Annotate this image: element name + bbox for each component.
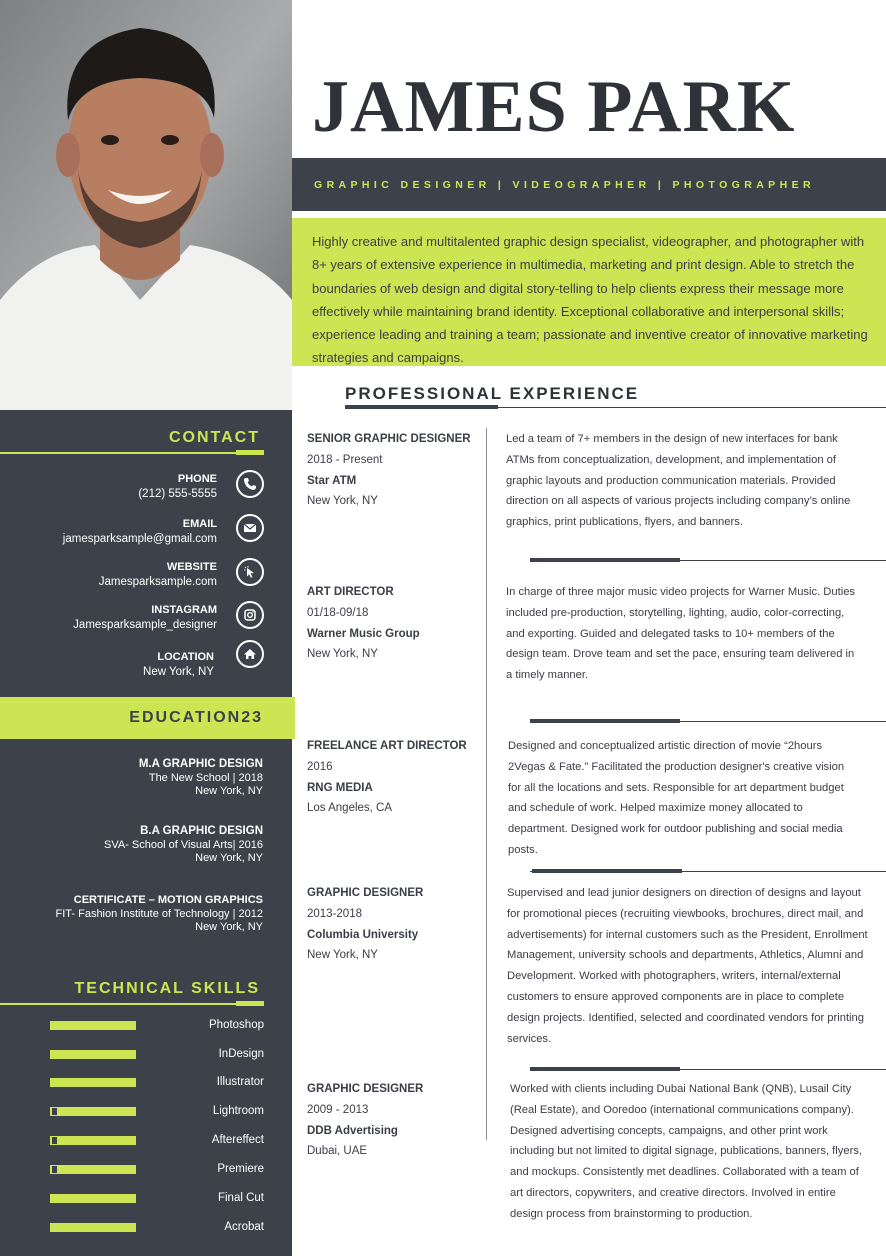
skill-row xyxy=(0,1134,292,1148)
portrait-illustration xyxy=(0,0,292,410)
job-meta xyxy=(307,883,482,966)
profile-photo xyxy=(0,0,292,410)
job-meta xyxy=(307,582,482,665)
experience-title: PROFESSIONAL EXPERIENCE xyxy=(345,384,640,403)
education-item xyxy=(139,758,263,799)
contact-instagram-label: INSTAGRAM xyxy=(151,604,217,616)
education-item xyxy=(56,894,264,935)
job-divider-accent xyxy=(530,719,680,723)
education-location: New York, NY xyxy=(195,785,263,797)
job-description: Designed and conceptualized artistic direction of movie “2hours 2Vegas & Fate.” Facilitated the production designer's creative vision for all the locations and sets. Responsible for art department budget and schedule of work. Helped maximize money allocated to department. Designed work for outdoor publishing and social media posts. xyxy=(508,740,845,856)
skill-row xyxy=(0,1163,292,1177)
job-location: Dubai, UAE xyxy=(307,1145,368,1158)
skill-name: Premiere xyxy=(217,1163,264,1175)
contact-phone-value[interactable]: (212) 555-5555 xyxy=(138,488,217,500)
skill-row xyxy=(0,1192,292,1206)
skill-bar xyxy=(50,1194,136,1203)
job-org: Columbia University xyxy=(307,928,419,941)
skill-bar xyxy=(50,1050,136,1059)
education-degree: CERTIFICATE – MOTION GRAPHICS xyxy=(73,894,263,906)
job-role: FREELANCE ART DIRECTOR xyxy=(307,740,467,752)
skill-name: InDesign xyxy=(218,1048,264,1060)
skill-bar xyxy=(50,1107,136,1116)
skill-name: Aftereffect xyxy=(211,1134,264,1146)
summary: Highly creative and multitalented graphic design specialist, videographer, and photographer with 8+ years of extensive experience in multimedia, marketing and print design. Able to stretch the boundaries of web design and digital story-telling to help clients express their message more effectively while maintaining brand identity. Exceptional collaborative and interpersonal skills; experience leading and training a team; passionate and inventive creator of innovative marketing strategies and campaigns. xyxy=(292,218,886,366)
education-degree: M.A GRAPHIC DESIGN xyxy=(138,758,263,770)
job-divider-accent xyxy=(532,869,682,873)
job-role: GRAPHIC DESIGNER xyxy=(307,887,424,899)
job-dates: 2009 - 2013 xyxy=(307,1103,369,1116)
email-icon xyxy=(236,514,264,542)
contact-website-value[interactable]: Jamesparksample.com xyxy=(98,576,217,588)
candidate-name: JAMES PARK xyxy=(312,66,796,148)
instagram-icon xyxy=(236,601,264,629)
education-degree: B.A GRAPHIC DESIGN xyxy=(140,825,263,837)
skill-level-marker xyxy=(52,1166,57,1173)
skill-row xyxy=(0,1076,292,1090)
contact-location-value: New York, NY xyxy=(143,666,214,678)
job-org: Star ATM xyxy=(307,474,357,487)
contact-email-value[interactable]: jamesparksample@gmail.com xyxy=(62,533,217,545)
skill-name: Illustrator xyxy=(216,1076,264,1088)
job-location: New York, NY xyxy=(307,949,378,962)
cursor-icon xyxy=(236,558,264,586)
skills-title: TECHNICAL SKILLS xyxy=(74,980,260,997)
job-meta xyxy=(307,429,482,512)
skill-bar xyxy=(50,1078,136,1087)
skill-bar xyxy=(50,1136,136,1145)
contact-instagram-value[interactable]: Jamesparksample_designer xyxy=(73,619,217,631)
job-divider-accent xyxy=(530,558,680,562)
skill-row xyxy=(0,1019,292,1033)
contact-location-label: LOCATION xyxy=(157,651,214,663)
title-band xyxy=(292,158,886,211)
education-location: New York, NY xyxy=(195,852,263,864)
contact-rule-accent xyxy=(236,450,264,455)
skill-name: Photoshop xyxy=(209,1019,264,1031)
skill-level-marker xyxy=(52,1108,57,1115)
education-school: SVA- School of Visual Arts| 2016 xyxy=(104,838,263,851)
job-org: DDB Advertising xyxy=(307,1124,398,1137)
home-icon xyxy=(236,640,264,668)
contact-email xyxy=(63,517,217,547)
job-location: New York, NY xyxy=(307,495,378,508)
phone-icon xyxy=(236,470,264,498)
contact-instagram xyxy=(73,603,217,633)
education-school: The New School | 2018 xyxy=(148,771,263,784)
job-dates: 2018 - Present xyxy=(307,453,383,466)
skills-rule xyxy=(0,1003,264,1005)
experience-rule-accent xyxy=(345,405,498,409)
contact-rule xyxy=(0,452,264,454)
skills-rule-accent xyxy=(236,1001,264,1006)
contact-title: CONTACT xyxy=(168,429,260,446)
job-location: New York, NY xyxy=(307,648,378,661)
job-dates: 01/18-09/18 xyxy=(307,606,369,619)
contact-location xyxy=(143,650,214,680)
job-role: GRAPHIC DESIGNER xyxy=(307,1083,424,1095)
skill-name: Lightroom xyxy=(212,1105,264,1117)
skill-bar xyxy=(50,1021,136,1030)
contact-phone-label: PHONE xyxy=(177,473,217,485)
job-org: RNG MEDIA xyxy=(307,781,373,794)
sidebar xyxy=(0,410,292,1256)
job-meta xyxy=(307,736,482,819)
job-role: ART DIRECTOR xyxy=(307,586,394,598)
job-role: SENIOR GRAPHIC DESIGNER xyxy=(307,433,471,445)
job-description: Supervised and lead junior designers on direction of designs and layout for promotional pieces (recruiting viewbooks, brochures, direct mail, and advertisements) for internal customers such as the President, Enrollment Management, university schools and departments, Athletics, Alumni and Development. Worked with photographers, writers, internal/external customers to ensure approved components are in place to complete design projects. Identified, selected and coordinated vendors for printing services. xyxy=(507,887,868,1045)
education-title: EDUCATION23 xyxy=(129,709,263,726)
job-divider-accent xyxy=(530,1067,680,1071)
job-dates: 2016 xyxy=(307,760,333,773)
education-item xyxy=(104,825,263,866)
job-description: Led a team of 7+ members in the design of new interfaces for bank ATMs from conceptualization, development, and implementation of graphic layouts and production communication materials. Provided direction on all aspects of various projects including company’s online graphics, print publications, flyers, and banners. xyxy=(506,433,851,529)
job-location: Los Angeles, CA xyxy=(307,802,393,815)
job-description: Worked with clients including Dubai National Bank (QNB), Lusail City (Real Estate), and Ooredoo (international communications company). Designed advertising concepts, campaigns, and other print work including but not limited to digital signage, publications, banners, flyers, and mockups. Consistently met deadlines. Collaborated with a team of art directors, copywriters, and creative directors. Involved in entire design process from brainstorming to production. xyxy=(510,1083,862,1220)
skill-row xyxy=(0,1048,292,1062)
skill-bar xyxy=(50,1223,136,1232)
education-school: FIT- Fashion Institute of Technology | 2012 xyxy=(55,907,263,920)
contact-phone xyxy=(138,472,217,502)
skill-bar xyxy=(50,1165,136,1174)
job-org: Warner Music Group xyxy=(307,627,420,640)
skill-level-marker xyxy=(52,1137,57,1144)
job-meta xyxy=(307,1079,482,1162)
skill-row xyxy=(0,1221,292,1235)
contact-website xyxy=(99,560,217,590)
contact-website-label: WEBSITE xyxy=(166,561,217,573)
tagline: GRAPHIC DESIGNER | VIDEOGRAPHER | PHOTOGRAPHER xyxy=(314,179,815,191)
job-dates: 2013-2018 xyxy=(307,907,362,920)
skill-name: Final Cut xyxy=(217,1192,264,1204)
skill-row xyxy=(0,1105,292,1119)
skill-name: Acrobat xyxy=(224,1221,264,1233)
contact-email-label: EMAIL xyxy=(182,518,217,530)
job-description: In charge of three major music video projects for Warner Music. Duties included pre-production, storytelling, lighting, audio, color-correcting, and exporting. Guided and delegated tasks to 10+ members of the design team. Drove team and set the pace, ensuring team delivered in a timely manner. xyxy=(506,586,856,682)
education-location: New York, NY xyxy=(195,921,263,933)
education-header xyxy=(0,697,295,739)
timeline-line xyxy=(486,428,487,1140)
